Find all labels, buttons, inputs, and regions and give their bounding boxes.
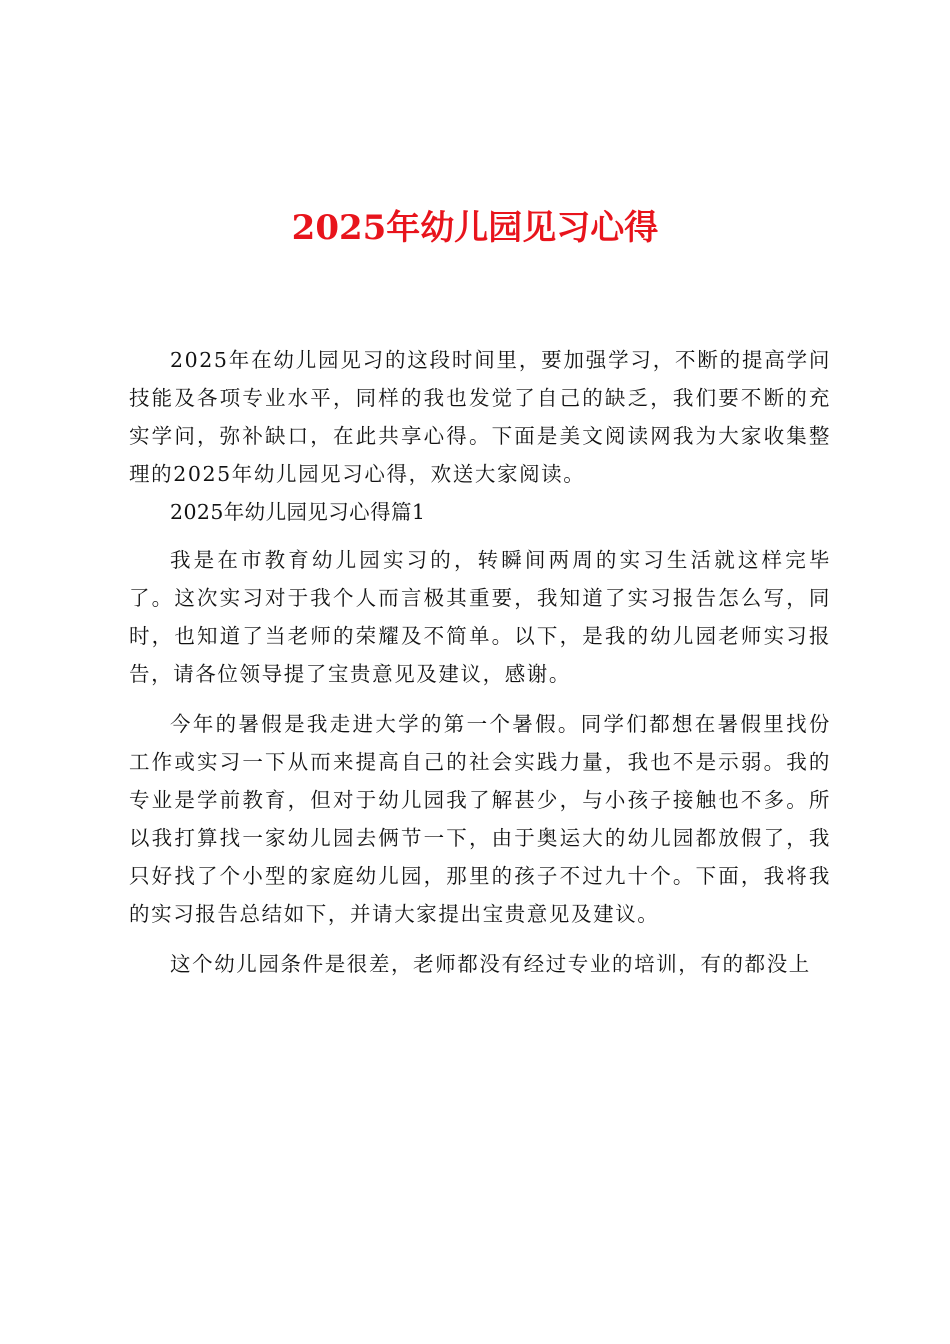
intro-paragraph: 2025年在幼儿园见习的这段时间里，要加强学习，不断的提高学问技能及各项专业水平，同样的我也发觉了自己的缺乏，我们要不断的充实学问，弥补缺口，在此共享心得。下面是美文阅读网我为大家收集整理的2025年幼儿园见习心得，欢送大家阅读。 bbox=[129, 348, 831, 486]
document-body bbox=[129, 341, 831, 983]
paragraph-1: 我是在市教育幼儿园实习的，转瞬间两周的实习生活就这样完毕了。这次实习对于我个人而言极其重要，我知道了实习报告怎么写，同时，也知道了当老师的荣耀及不简单。以下，是我的幼儿园老师实习报告，请各位领导提了宝贵意见及建议，感谢。 bbox=[129, 548, 831, 686]
paragraph-2: 今年的暑假是我走进大学的第一个暑假。同学们都想在暑假里找份工作或实习一下从而来提高自己的社会实践力量，我也不是示弱。我的专业是学前教育，但对于幼儿园我了解甚少，与小孩子接触也不多。所以我打算找一家幼儿园去俩节一下，由于奥运大的幼儿园都放假了，我只好找了个小型的家庭幼儿园，那里的孩子不过九十个。下面，我将我的实习报告总结如下，并请大家提出宝贵意见及建议。 bbox=[129, 712, 831, 926]
document-title: 2025年幼儿园见习心得 bbox=[291, 208, 659, 248]
paragraph-3: 这个幼儿园条件是很差，老师都没有经过专业的培训，有的都没上 bbox=[170, 952, 811, 976]
section-heading: 2025年幼儿园见习心得篇1 bbox=[170, 500, 426, 524]
